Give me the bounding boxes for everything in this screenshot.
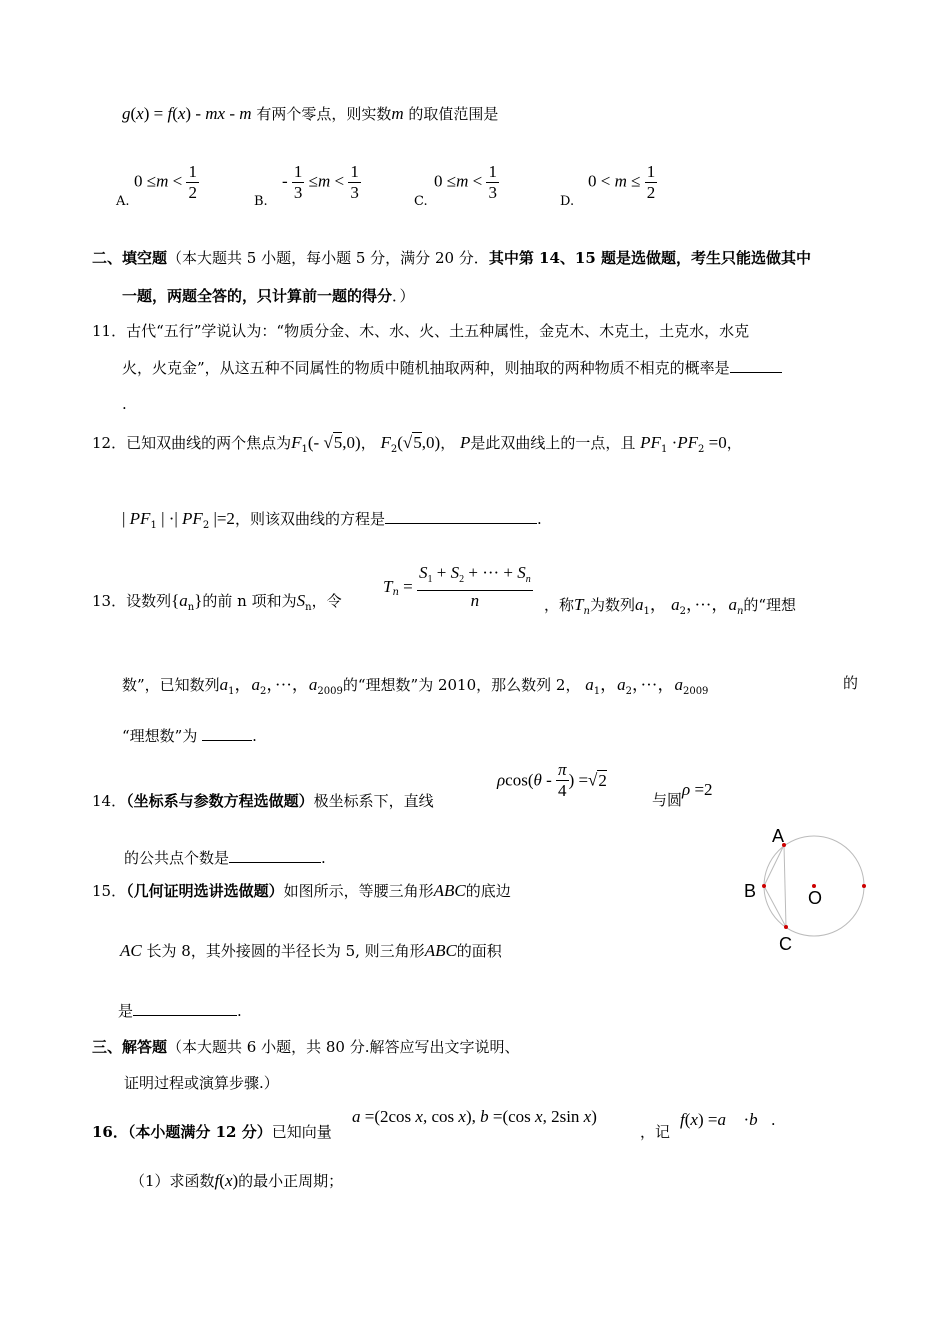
q15-number: 15． bbox=[92, 882, 127, 900]
q14-tag: （坐标系与参数方程选做题） bbox=[126, 792, 314, 810]
q15-text3: 长为 8，其外接圆的半径长为 5, 则三角形 bbox=[146, 942, 425, 960]
q12-text1: 已知双曲线的两个焦点为 bbox=[126, 434, 292, 452]
q11-line1 bbox=[92, 320, 749, 341]
section2-heading-line2 bbox=[122, 285, 415, 306]
q15-answer-blank[interactable] bbox=[133, 1001, 237, 1016]
q14-text4: . bbox=[321, 849, 326, 867]
section3-desc2: 证明过程或演算步骤.） bbox=[124, 1074, 279, 1092]
q14-text3: 的公共点个数是 bbox=[124, 849, 230, 867]
segment-ab bbox=[764, 845, 784, 886]
q10-text2: 的取值范围是 bbox=[408, 105, 499, 123]
q13-text3: ，令 bbox=[311, 592, 342, 610]
point-b bbox=[762, 884, 766, 888]
q12-number: 12． bbox=[92, 434, 127, 452]
q10-option-b-label: B. bbox=[254, 194, 268, 209]
q14-answer-blank[interactable] bbox=[229, 848, 321, 863]
segment-bc bbox=[764, 886, 786, 927]
q12-text5: ， bbox=[726, 434, 742, 452]
q15-text5: 是 bbox=[118, 1002, 134, 1020]
q15-line1: 15．（几何证明选讲选做题）如图所示，等腰三角形ABC的底边 bbox=[92, 881, 511, 900]
q13-text7: 数”，已知数列 bbox=[122, 676, 220, 694]
q16-sub1: （1）求函数f(x)的最小正周期； bbox=[130, 1171, 344, 1190]
q12-text2: ， bbox=[360, 434, 376, 452]
q11-text3: . bbox=[122, 395, 127, 413]
q15-tag: （几何证明选讲选做题） bbox=[126, 882, 284, 900]
q13-text5: 为数列 bbox=[589, 596, 635, 614]
q10-option-d-expr: 0 < m ≤ $\frac{1}{2}$ bbox=[588, 162, 656, 202]
q10-function-line: g(x) = f(x) - mx - m 有两个零点，则实数m 的取值范围是 bbox=[122, 104, 499, 123]
label-a: A bbox=[772, 826, 785, 846]
q16-tag: （本小题满分 12 分） bbox=[127, 1123, 272, 1141]
q13-number: 13． bbox=[92, 592, 127, 610]
q12-text3: ， bbox=[440, 434, 456, 452]
q13-text4: ，称 bbox=[544, 596, 575, 614]
q12-line1: 12．已知双曲线的两个焦点为$F_1(-$ √5,0)， $F_2(√5,0)$， P是此双曲线上的一点，且 $PF_1 \cdot PF_2 =0$， bbox=[92, 433, 742, 455]
section2-heading-line1 bbox=[92, 247, 811, 268]
q16-vector-expr: a =(2cos x, cos x), b =(cos x, 2sin x) bbox=[352, 1107, 597, 1126]
q11-text1: 古代“五行”学说认为：“物质分金、木、水、火、土五种属性，金克木、木克土，土克水，水克 bbox=[126, 322, 750, 340]
q16-text1: 已知向量 bbox=[271, 1123, 332, 1141]
q16-number: 16． bbox=[92, 1123, 128, 1141]
q13-line3 bbox=[122, 725, 257, 746]
q13-tn-formula: $T_n$ = $\frac{S_1 + S_2 + \cdot\cdot\cdot + S_n}{n}$ bbox=[383, 563, 531, 610]
q12-text6: ，则该双曲线的方程是 bbox=[234, 510, 385, 528]
section2-desc2-end: ．） bbox=[392, 287, 415, 305]
q14-text2: 与圆 bbox=[652, 791, 683, 809]
q16-f-def: f(x) =a⃗ ·b⃗. bbox=[680, 1110, 776, 1129]
q15-text6: . bbox=[237, 1002, 242, 1020]
q16-line1 bbox=[92, 1121, 332, 1142]
q15-line3 bbox=[118, 1000, 242, 1021]
q14-line2 bbox=[124, 847, 326, 868]
q10-option-a-label: A. bbox=[116, 194, 130, 209]
q11-text2: 火，火克金”，从这五种不同属性的物质中随机抽取两种，则抽取的两种物质不相克的概率是 bbox=[122, 359, 730, 377]
q15-text1: 如图所示，等腰三角形 bbox=[283, 882, 434, 900]
q13-answer-blank[interactable] bbox=[202, 726, 252, 741]
section2-desc1: （本大题共 5 小题，每小题 5 分，满分 20 分． bbox=[167, 249, 489, 267]
q13-line1-left: 13．设数列$\{a_n\}$的前 n 项和为$S_n$，令 bbox=[92, 591, 342, 613]
section3-line1 bbox=[92, 1036, 520, 1057]
label-o: O bbox=[808, 888, 823, 908]
q16-line1-right bbox=[640, 1121, 670, 1142]
q16-sub1-end: 的最小正周期； bbox=[238, 1172, 344, 1190]
q14-text1: 极坐标系下，直线 bbox=[313, 792, 434, 810]
q10-text: 有两个零点，则实数 bbox=[256, 105, 392, 123]
q11-number: 11． bbox=[92, 322, 127, 340]
q14-number: 14． bbox=[92, 792, 127, 810]
segment-ac bbox=[784, 845, 786, 927]
section2-desc2-bold: 一题，两题全答的，只计算前一题的得分 bbox=[122, 287, 393, 305]
q12-text7: . bbox=[536, 510, 542, 528]
q14-line-equation: ρcos(θ - $\frac{\pi}{4}$ ) =√2 bbox=[497, 760, 607, 800]
circle-triangle-figure bbox=[738, 822, 878, 957]
q11-line2 bbox=[122, 357, 782, 378]
label-c: C bbox=[779, 934, 792, 954]
section2-desc1-bold: 其中第 14、15 题是选做题，考生只能选做其中 bbox=[488, 249, 812, 267]
q14-line1 bbox=[92, 790, 434, 811]
q10-option-c-expr: 0 ≤m < $\frac{1}{3}$ bbox=[434, 162, 497, 202]
q14-circle-part: 与圆ρ =2 bbox=[652, 780, 713, 809]
q10-option-a-expr: 0 ≤m < $\frac{1}{2}$ bbox=[134, 162, 197, 202]
q12-answer-blank[interactable] bbox=[385, 509, 537, 524]
q11-answer-blank[interactable] bbox=[730, 358, 782, 373]
point-right bbox=[862, 884, 866, 888]
section3-heading: 三、解答题 bbox=[92, 1038, 168, 1056]
q10-option-d-label: D. bbox=[560, 194, 575, 209]
q16-text3: . bbox=[770, 1111, 776, 1129]
q13-text11: . bbox=[252, 727, 257, 745]
q10-option-c-label: C. bbox=[414, 194, 428, 209]
q13-text6: 的“理想 bbox=[743, 596, 797, 614]
q13-text1: 设数列 bbox=[126, 592, 172, 610]
q13-text9: 的 bbox=[843, 674, 859, 692]
q10-option-b-expr: - $\frac{1}{3}$ ≤m < $\frac{1}{3}$ bbox=[282, 162, 359, 202]
q12-line2: | $PF_1$ | ·| $PF_2$ |=2，则该双曲线的方程是 . bbox=[122, 509, 542, 531]
label-b: B bbox=[744, 881, 757, 901]
point-c bbox=[784, 925, 788, 929]
q13-line1-right: ，称$T_n$为数列$a_1$， $a_2$，···，$a_n$的“理想 bbox=[544, 595, 797, 617]
q12-text4: 是此双曲线上的一点，且 bbox=[470, 434, 636, 452]
q13-text8: 的“理想数”为 2010，那么数列 2， bbox=[342, 676, 581, 694]
q13-text10: “理想数”为 bbox=[122, 727, 198, 745]
q16-sub1-text: （1）求函数 bbox=[130, 1172, 215, 1190]
section3-desc1: （本大题共 6 小题，共 80 分.解答应写出文字说明、 bbox=[167, 1038, 520, 1056]
q15-text4: 的面积 bbox=[456, 942, 502, 960]
q16-text2: ，记 bbox=[640, 1123, 671, 1141]
q15-line2: AC 长为 8，其外接圆的半径长为 5, 则三角形ABC的面积 bbox=[120, 941, 502, 960]
q13-line2: 数”，已知数列$a_1$，$a_2$，···，$a_{2009}$的“理想数”为 2010，那么数列 2， $a_1$，$a_2$，···，$a_{2009}$ bbox=[122, 675, 709, 697]
q15-text2: 的底边 bbox=[465, 882, 511, 900]
section2-heading: 二、填空题 bbox=[92, 249, 168, 267]
q13-text2: 的前 n 项和为 bbox=[202, 592, 297, 610]
